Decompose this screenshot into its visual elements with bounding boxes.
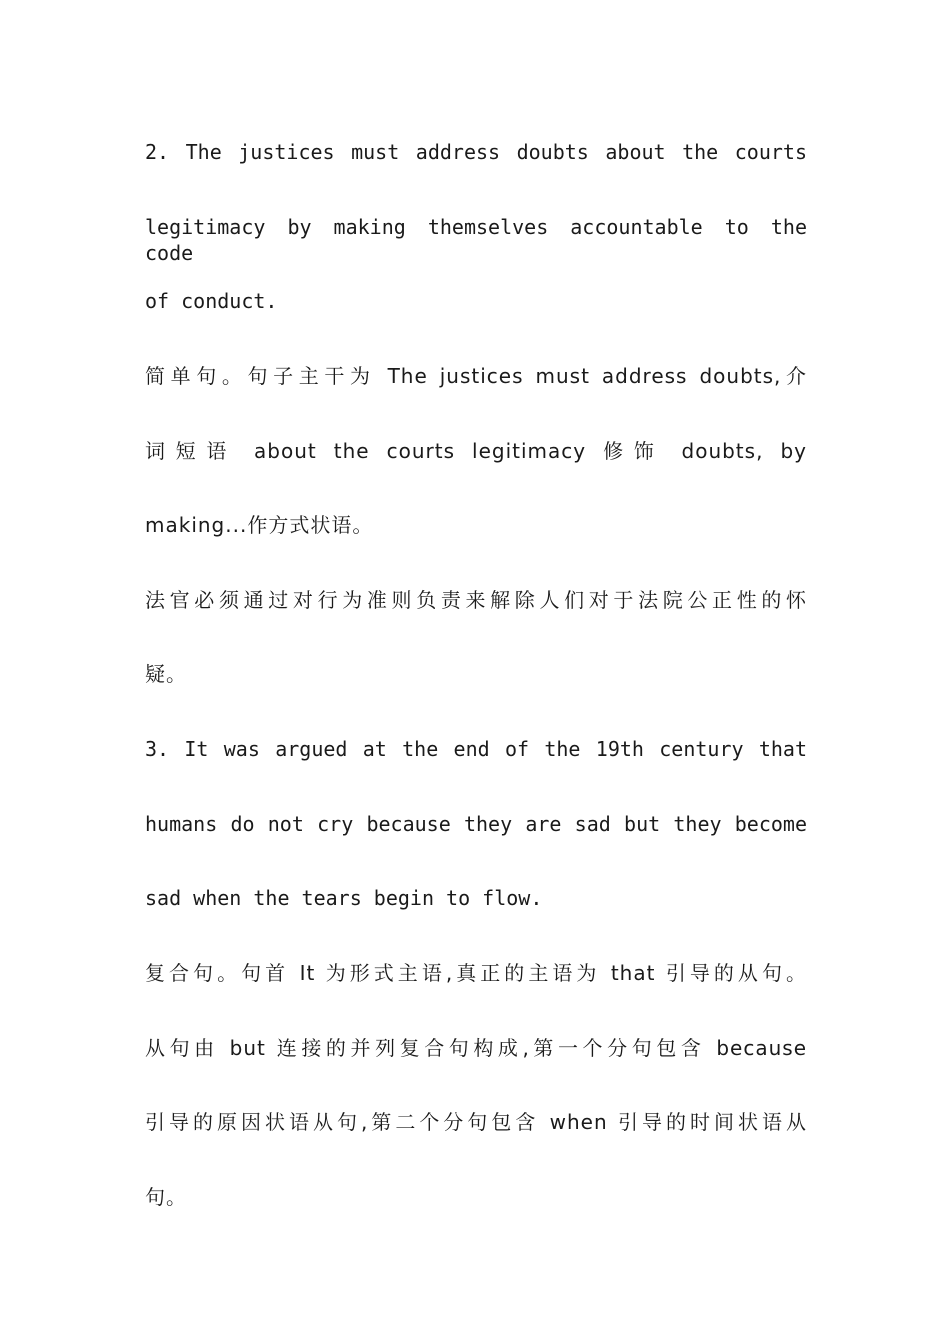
text-line: making...作方式状语。 — [145, 513, 374, 537]
text-line: 法官必须通过对行为准则负责来解除人们对于法院公正性的怀 — [145, 588, 807, 612]
text-line: humans do not cry because they are sad but they become — [145, 812, 807, 836]
text-line: legitimacy by making themselves accountable to the code — [145, 215, 807, 265]
text-line: sad when the tears begin to flow. — [145, 886, 543, 910]
text-line: 从句由 but 连接的并列复合句构成,第一个分句包含 because — [145, 1036, 807, 1060]
text-line: 3. It was argued at the end of the 19th century that — [145, 737, 807, 761]
text-line: 词短语 about the courts legitimacy 修饰 doubts, by — [145, 439, 807, 463]
text-line: of conduct. — [145, 289, 278, 313]
text-line: 2. The justices must address doubts about the courts — [145, 140, 807, 164]
text-line: 复合句。句首 It 为形式主语,真正的主语为 that 引导的从句。 — [145, 961, 807, 985]
text-line: 引导的原因状语从句,第二个分句包含 when 引导的时间状语从 — [145, 1110, 807, 1134]
text-line: 疑。 — [145, 662, 187, 686]
text-line: 简单句。句子主干为 The justices must address doubts,介 — [145, 364, 807, 388]
text-line: 句。 — [145, 1185, 187, 1209]
